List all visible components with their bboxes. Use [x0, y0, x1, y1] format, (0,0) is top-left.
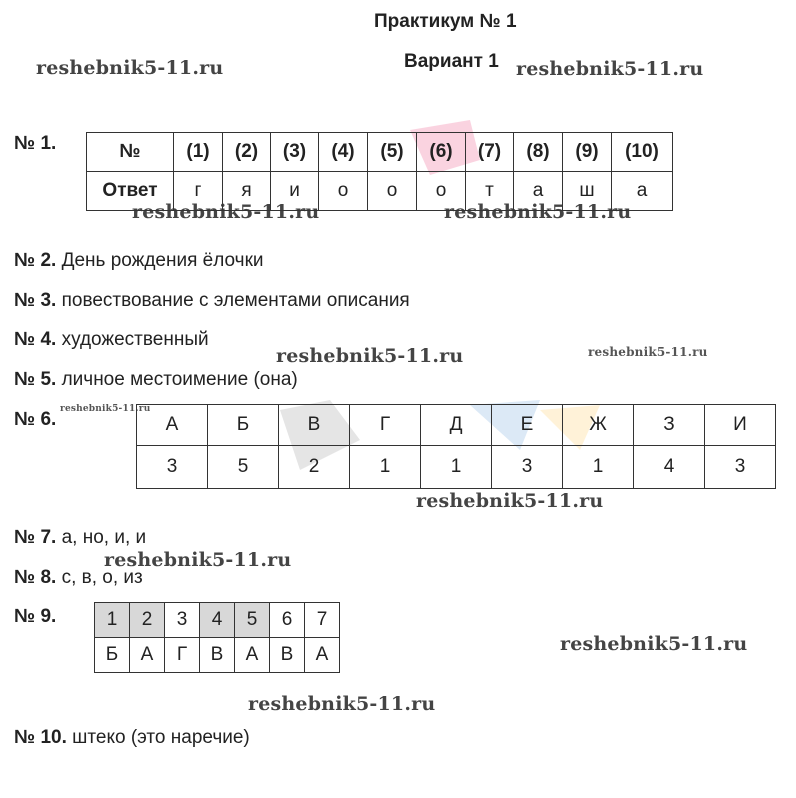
task-2-number: № 2. [14, 250, 57, 271]
column-header: (9) [563, 133, 612, 172]
column-header: (10) [612, 133, 673, 172]
watermark: reshebnik5-11.ru [36, 57, 224, 79]
letter-cell: Е [492, 405, 563, 446]
column-header: (2) [223, 133, 271, 172]
task-9-table [94, 602, 340, 673]
task-4-answer: художественный [61, 329, 209, 350]
column-header: (8) [514, 133, 563, 172]
letter-cell: А [130, 638, 165, 673]
number-cell: 7 [305, 603, 340, 638]
column-header: (6) [417, 133, 466, 172]
task-8 [14, 567, 143, 589]
task-10-number: № 10. [14, 727, 67, 748]
number-cell: 3 [165, 603, 200, 638]
task-7-answer: а, но, и, и [61, 527, 147, 548]
task-10-answer: штеко (это наречие) [72, 727, 250, 748]
number-cell: 4 [200, 603, 235, 638]
task-7 [14, 527, 146, 549]
value-cell: 4 [634, 446, 705, 489]
answer-cell: о [417, 172, 466, 211]
value-cell: 3 [492, 446, 563, 489]
task-6-number: № 6. [14, 409, 57, 430]
column-header: (3) [271, 133, 319, 172]
answer-cell: ш [563, 172, 612, 211]
task-3-answer: повествование с элементами описания [61, 290, 410, 311]
value-cell: 2 [279, 446, 350, 489]
answer-cell: а [612, 172, 673, 211]
letter-cell: А [137, 405, 208, 446]
variant-label: Вариант 1 [404, 51, 499, 72]
number-cell: 2 [130, 603, 165, 638]
task-6-table [136, 404, 776, 489]
answer-cell: и [271, 172, 319, 211]
value-cell: 3 [705, 446, 776, 489]
letter-cell: И [705, 405, 776, 446]
letter-cell: Б [95, 638, 130, 673]
task-5-number: № 5. [14, 369, 57, 390]
value-cell: 1 [350, 446, 421, 489]
value-cell: 1 [421, 446, 492, 489]
header-label: № [87, 133, 174, 172]
answer-cell: а [514, 172, 563, 211]
letter-cell: Г [350, 405, 421, 446]
answer-cell: о [319, 172, 368, 211]
task-3 [14, 290, 410, 312]
watermark: reshebnik5-11.ru [104, 549, 292, 571]
number-cell: 5 [235, 603, 270, 638]
task-3-number: № 3. [14, 290, 57, 311]
page-title: Практикум № 1 [374, 11, 517, 32]
watermark: reshebnik5-11.ru [276, 345, 464, 367]
task-2 [14, 250, 264, 272]
answer-cell: г [174, 172, 223, 211]
task-7-number: № 7. [14, 527, 57, 548]
letter-cell: В [279, 405, 350, 446]
task-8-number: № 8. [14, 567, 57, 588]
letter-cell: З [634, 405, 705, 446]
watermark: reshebnik5-11.ru [444, 201, 632, 223]
task-5-answer: личное местоимение (она) [61, 369, 298, 390]
task-10 [14, 727, 250, 749]
letter-cell: Г [165, 638, 200, 673]
letter-cell: В [270, 638, 305, 673]
task-5 [14, 369, 298, 391]
watermark: reshebnik5-11.ru [560, 633, 748, 655]
task-4 [14, 329, 209, 351]
watermark: reshebnik5-11.ru [516, 58, 704, 80]
column-header: (4) [319, 133, 368, 172]
answer-cell: я [223, 172, 271, 211]
watermark: reshebnik5-11.ru [416, 490, 604, 512]
letter-cell: Б [208, 405, 279, 446]
letter-cell: Д [421, 405, 492, 446]
column-header: (7) [466, 133, 514, 172]
column-header: (1) [174, 133, 223, 172]
watermark: reshebnik5-11.ru [132, 201, 320, 223]
number-cell: 1 [95, 603, 130, 638]
task-1-number: № 1. [14, 133, 57, 154]
answer-cell: т [466, 172, 514, 211]
number-cell: 6 [270, 603, 305, 638]
task-8-answer: с, в, о, из [61, 567, 143, 588]
value-cell: 3 [137, 446, 208, 489]
value-cell: 1 [563, 446, 634, 489]
value-cell: 5 [208, 446, 279, 489]
task-2-answer: День рождения ёлочки [61, 250, 264, 271]
watermark: reshebnik5-11.ru [248, 693, 436, 715]
answer-cell: о [368, 172, 417, 211]
task-9-number: № 9. [14, 606, 57, 627]
watermark: reshebnik5-11.ru [588, 345, 708, 359]
task-1-table [86, 132, 673, 211]
watermark: reshebnik5-11.ru [60, 404, 151, 414]
column-header: (5) [368, 133, 417, 172]
letter-cell: В [200, 638, 235, 673]
letter-cell: А [305, 638, 340, 673]
task-4-number: № 4. [14, 329, 57, 350]
letter-cell: Ж [563, 405, 634, 446]
letter-cell: А [235, 638, 270, 673]
answer-label: Ответ [87, 172, 174, 211]
